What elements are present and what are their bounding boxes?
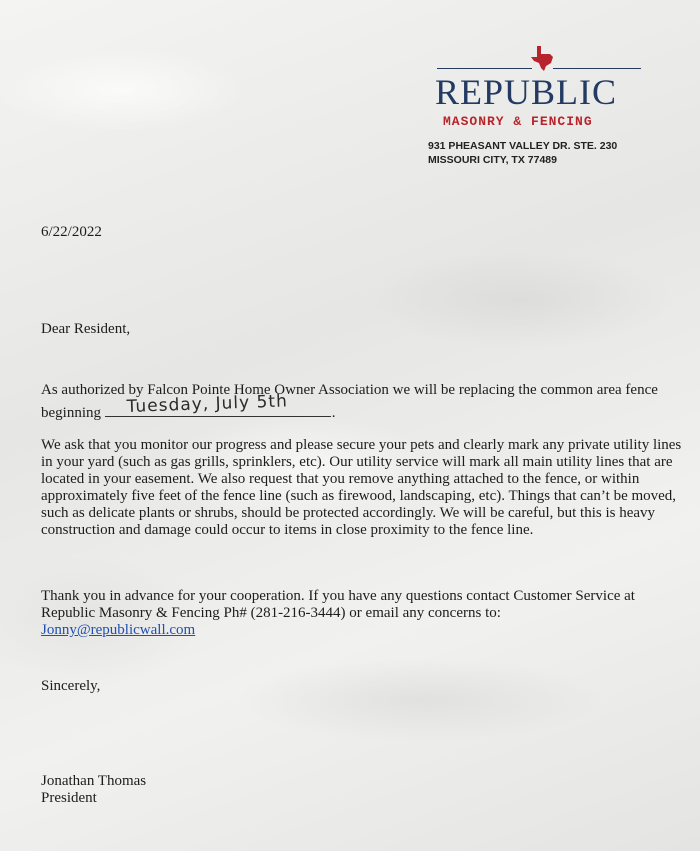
- address-line-2: MISSOURI CITY, TX 77489: [428, 154, 557, 166]
- contact-email-link[interactable]: Jonny@republicwall.com: [41, 622, 196, 638]
- paragraph-authorization-text: As authorized by Falcon Pointe Home Owner Association we will be replacing the common area fence beginning: [41, 382, 658, 421]
- greeting: Dear Resident,: [41, 321, 131, 337]
- letter-date: 6/22/2022: [41, 224, 102, 240]
- paragraph-authorization-end: .: [331, 405, 336, 421]
- start-date-blank: [105, 391, 331, 417]
- signer-title: President: [41, 790, 97, 806]
- paragraph-instructions: We ask that you monitor our progress and please secure your pets and clearly mark any private utility lines in your yard (such as gas grills, sprinklers, etc). Our utility service will mark all main utility lines that are located in your easement. We also request that you remove anything attached to the fence, or within approximately five feet of the fence line (such as firewood, landscaping, etc). Things that can’t be moved, such as delicate plants or shrubs, should be protected accordingly. We will be careful, but this is heavy construction and damage could occur to items in close proximity to the fence line.: [41, 437, 682, 538]
- handwritten-start-date: Tuesday, July 5th: [126, 391, 288, 417]
- paragraph-authorization: [41, 382, 681, 422]
- signer-name: Jonathan Thomas: [41, 773, 147, 789]
- paragraph-contact: [41, 588, 681, 639]
- company-logo: [425, 44, 655, 134]
- logo-rule-left: [437, 68, 532, 69]
- paragraph-contact-text: Thank you in advance for your cooperation. If you have any questions contact Customer Service at Republic Masonry & Fencing Ph# (281-216-3444) or email any concerns to:: [41, 588, 635, 621]
- company-subtitle: MASONRY & FENCING: [443, 114, 593, 129]
- texas-shape-icon: [528, 44, 556, 72]
- logo-rule-right: [553, 68, 641, 69]
- company-name: REPUBLIC: [435, 72, 618, 112]
- signature-block: [41, 773, 146, 807]
- closing: Sincerely,: [41, 678, 101, 694]
- address-line-1: 931 PHEASANT VALLEY DR. STE. 230: [428, 140, 618, 152]
- company-address: [428, 139, 617, 167]
